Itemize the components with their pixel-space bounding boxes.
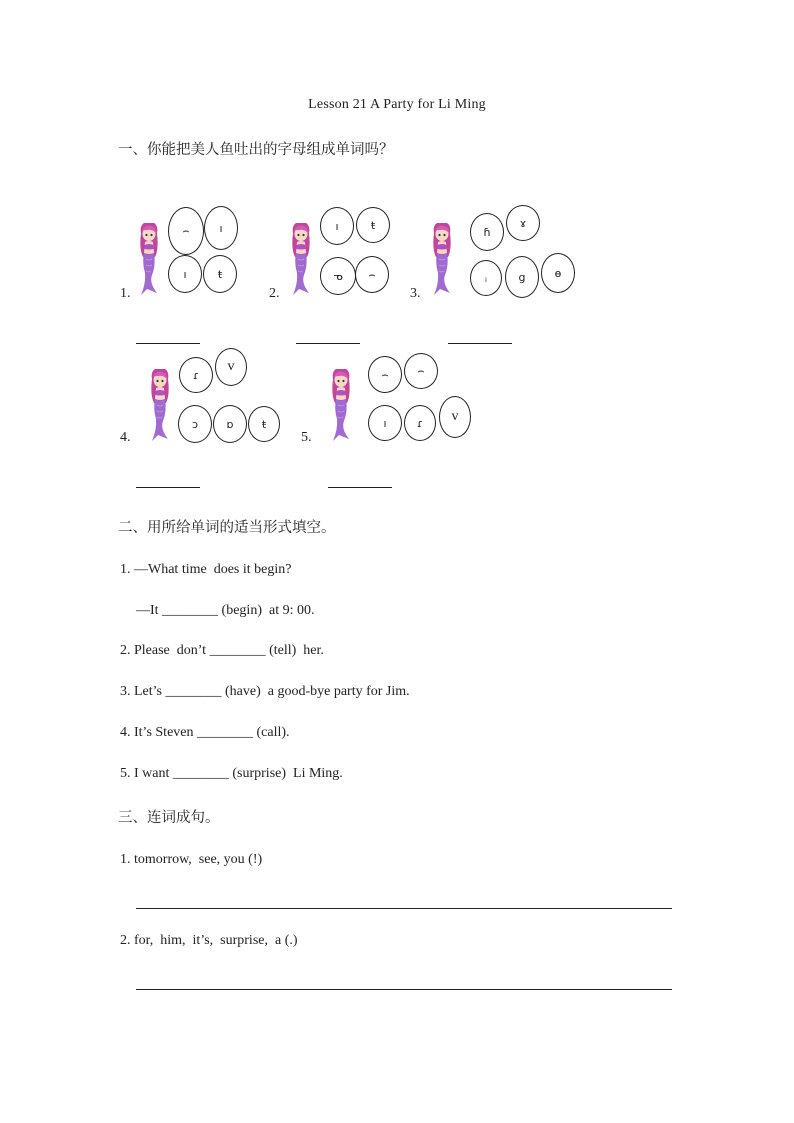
question-line: 4. It’s Steven ________ (call).: [120, 725, 290, 740]
letter-bubble: ɔ: [178, 405, 212, 443]
letter-bubble: ŧ: [248, 406, 280, 442]
answer-line: [136, 908, 672, 909]
letter-bubble: ᵢ: [470, 260, 502, 296]
mermaid-image: [287, 223, 317, 297]
letter-bubble: ı: [168, 255, 202, 293]
letter-bubble: ı: [368, 405, 402, 441]
mermaid-image: [146, 369, 176, 443]
answer-line: [136, 343, 200, 344]
letter-bubble: ŧ: [203, 255, 237, 293]
letter-bubble: ⌢: [368, 356, 402, 393]
letter-bubble: ɾ: [404, 405, 436, 441]
letter-bubble: ⌢: [168, 207, 204, 255]
answer-line: [296, 343, 360, 344]
letter-bubble: ɤ: [506, 205, 540, 241]
letter-bubble: ɵ: [541, 253, 575, 293]
letter-bubble: v: [215, 348, 247, 386]
item-number: 4.: [120, 430, 131, 445]
question-line: —It ________ (begin) at 9: 00.: [136, 603, 315, 618]
mermaid-image: [135, 223, 165, 297]
item-number: 5.: [301, 430, 312, 445]
letter-bubble: g: [505, 256, 539, 298]
letter-bubble: ⌢: [355, 256, 389, 293]
letter-bubble: ŧ: [356, 207, 390, 243]
question-line: 2. for, him, it’s, surprise, a (.): [120, 933, 298, 948]
item-number: 2.: [269, 286, 280, 301]
section-1-heading: 一、你能把美人鱼吐出的字母组成单词吗？: [118, 142, 394, 158]
letter-bubble: ɒ: [213, 405, 247, 443]
letter-bubble: ı: [320, 207, 354, 245]
section-3-heading: 三、连词成句。: [118, 810, 220, 826]
question-line: 2. Please don’t ________ (tell) her.: [120, 643, 324, 658]
letter-bubble: ɦ: [470, 213, 504, 251]
letter-bubble: ⌢: [404, 353, 438, 389]
mermaid-image: [327, 369, 357, 443]
letter-bubble: ı: [204, 206, 238, 250]
answer-line: [328, 487, 392, 488]
question-line: 3. Let’s ________ (have) a good-bye party for Jim.: [120, 684, 410, 699]
letter-bubble: ɾ: [179, 357, 213, 393]
item-number: 1.: [120, 286, 131, 301]
question-line: 1. tomorrow, see, you (!): [120, 852, 263, 867]
question-line: 1. —What time does it begin?: [120, 562, 292, 577]
question-line: 5. I want ________ (surprise) Li Ming.: [120, 766, 343, 781]
answer-line: [136, 989, 672, 990]
section-2-heading: 二、用所给单词的适当形式填空。: [118, 520, 336, 536]
page-title: Lesson 21 A Party for Li Ming: [308, 97, 486, 112]
answer-line: [136, 487, 200, 488]
letter-bubble: v: [439, 396, 471, 438]
mermaid-image: [428, 223, 458, 297]
answer-line: [448, 343, 512, 344]
item-number: 3.: [410, 286, 421, 301]
letter-bubble: ᓀ: [320, 257, 356, 295]
